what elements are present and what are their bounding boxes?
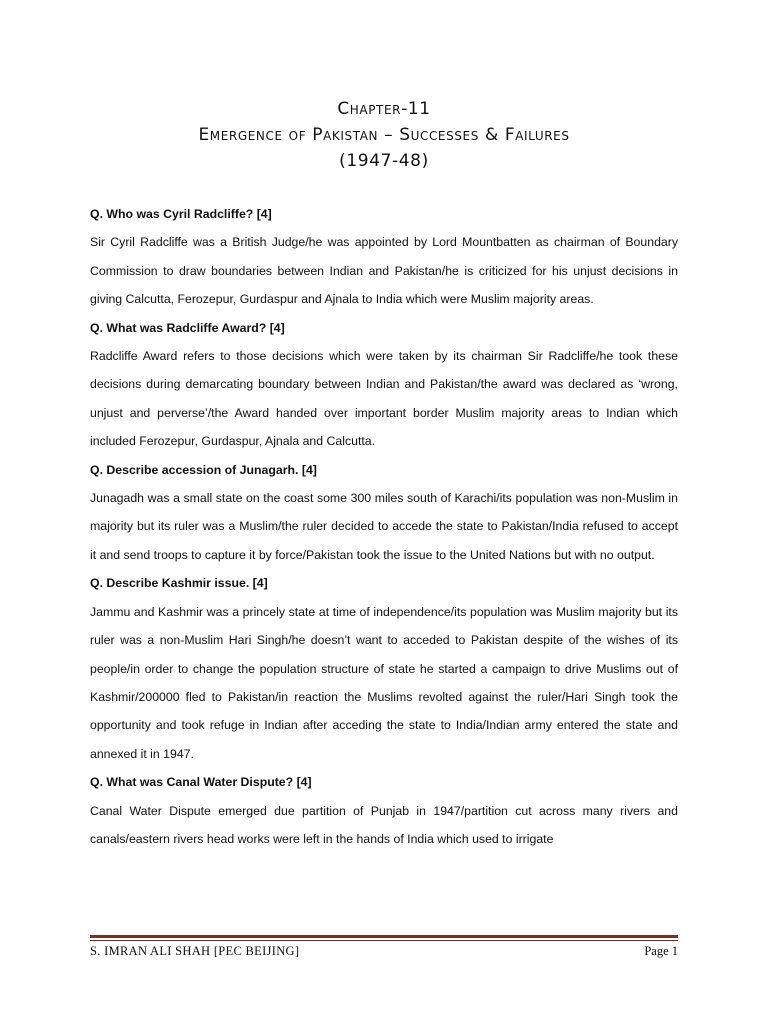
question-heading: Q. Describe accession of Junagarh. [4] (90, 462, 317, 477)
answer-paragraph: Canal Water Dispute emerged due partition of Punjab in 1947/partition cut across many rivers and canals/eastern rivers head works were left in the hands of India which used to irrigate (90, 803, 678, 846)
qa-section-radcliffe-award (90, 314, 678, 456)
question-heading: Q. Who was Cyril Radcliffe? [4] (90, 207, 272, 221)
chapter-years: (1947-48) (339, 151, 429, 171)
answer-paragraph: Junagadh was a small state on the coast some 300 miles south of Karachi/its population was non-Muslim in majority but its ruler was a Muslim/the ruler decided to accede the state to Pakistan/India refused to accept it and send troops to capture it by force/Pakistan took the issue to the United Nations but with no output. (90, 491, 678, 562)
footer-author: S. IMRAN ALI SHAH [PEC BEIJING] (90, 944, 300, 958)
qa-section-junagarh (90, 456, 678, 570)
footer-divider-thin (90, 940, 678, 941)
qa-section-canal-water (90, 768, 678, 853)
question-heading: Q. What was Canal Water Dispute? [4] (90, 775, 312, 790)
footer-divider-thick (90, 935, 678, 938)
chapter-heading (90, 96, 678, 174)
answer-paragraph: Jammu and Kashmir was a princely state at time of independence/its population was Muslim majority but its ruler was a non-Muslim Hari Singh/he doesn’t want to acceded to Pakistan despite of the wishes of its people/in order to change the population structure of state he started a campaign to drive Muslims out of Kashmir/200000 fled to Pakistan/in reaction the Muslims revolted against the ruler/Hari Singh took the opportunity and took refuge in Indian after acceding the state to India/Indian army entered the state and annexed it in 1947. (90, 604, 678, 761)
answer-paragraph: Radcliffe Award refers to those decisions which were taken by its chairman Sir Radcliffe/he took these decisions during demarcating boundary between Indian and Pakistan/the award was declared as ‘wrong, unjust and perverse’/the Award handed over important border Muslim majority areas to Indian which included Ferozepur, Gurdaspur, Ajnala and Calcutta. (90, 349, 678, 449)
footer-page-number: Page 1 (644, 944, 678, 958)
chapter-title: Emergence of Pakistan – Successes & Failures (198, 125, 570, 145)
question-heading: Q. What was Radcliffe Award? [4] (90, 320, 285, 335)
chapter-number: Chapter-11 (337, 99, 431, 119)
document-body (90, 200, 678, 853)
qa-section-radcliffe (90, 200, 678, 314)
question-heading: Q. Describe Kashmir issue. [4] (90, 576, 268, 591)
answer-paragraph: Sir Cyril Radcliffe was a British Judge/he was appointed by Lord Mountbatten as chairman of Boundary Commission to draw boundaries between Indian and Pakistan/he is criticized for his unjust decisions in giving Calcutta, Ferozepur, Gurdaspur and Ajnala to India which were Muslim majority areas. (90, 235, 678, 307)
qa-section-kashmir (90, 569, 678, 768)
